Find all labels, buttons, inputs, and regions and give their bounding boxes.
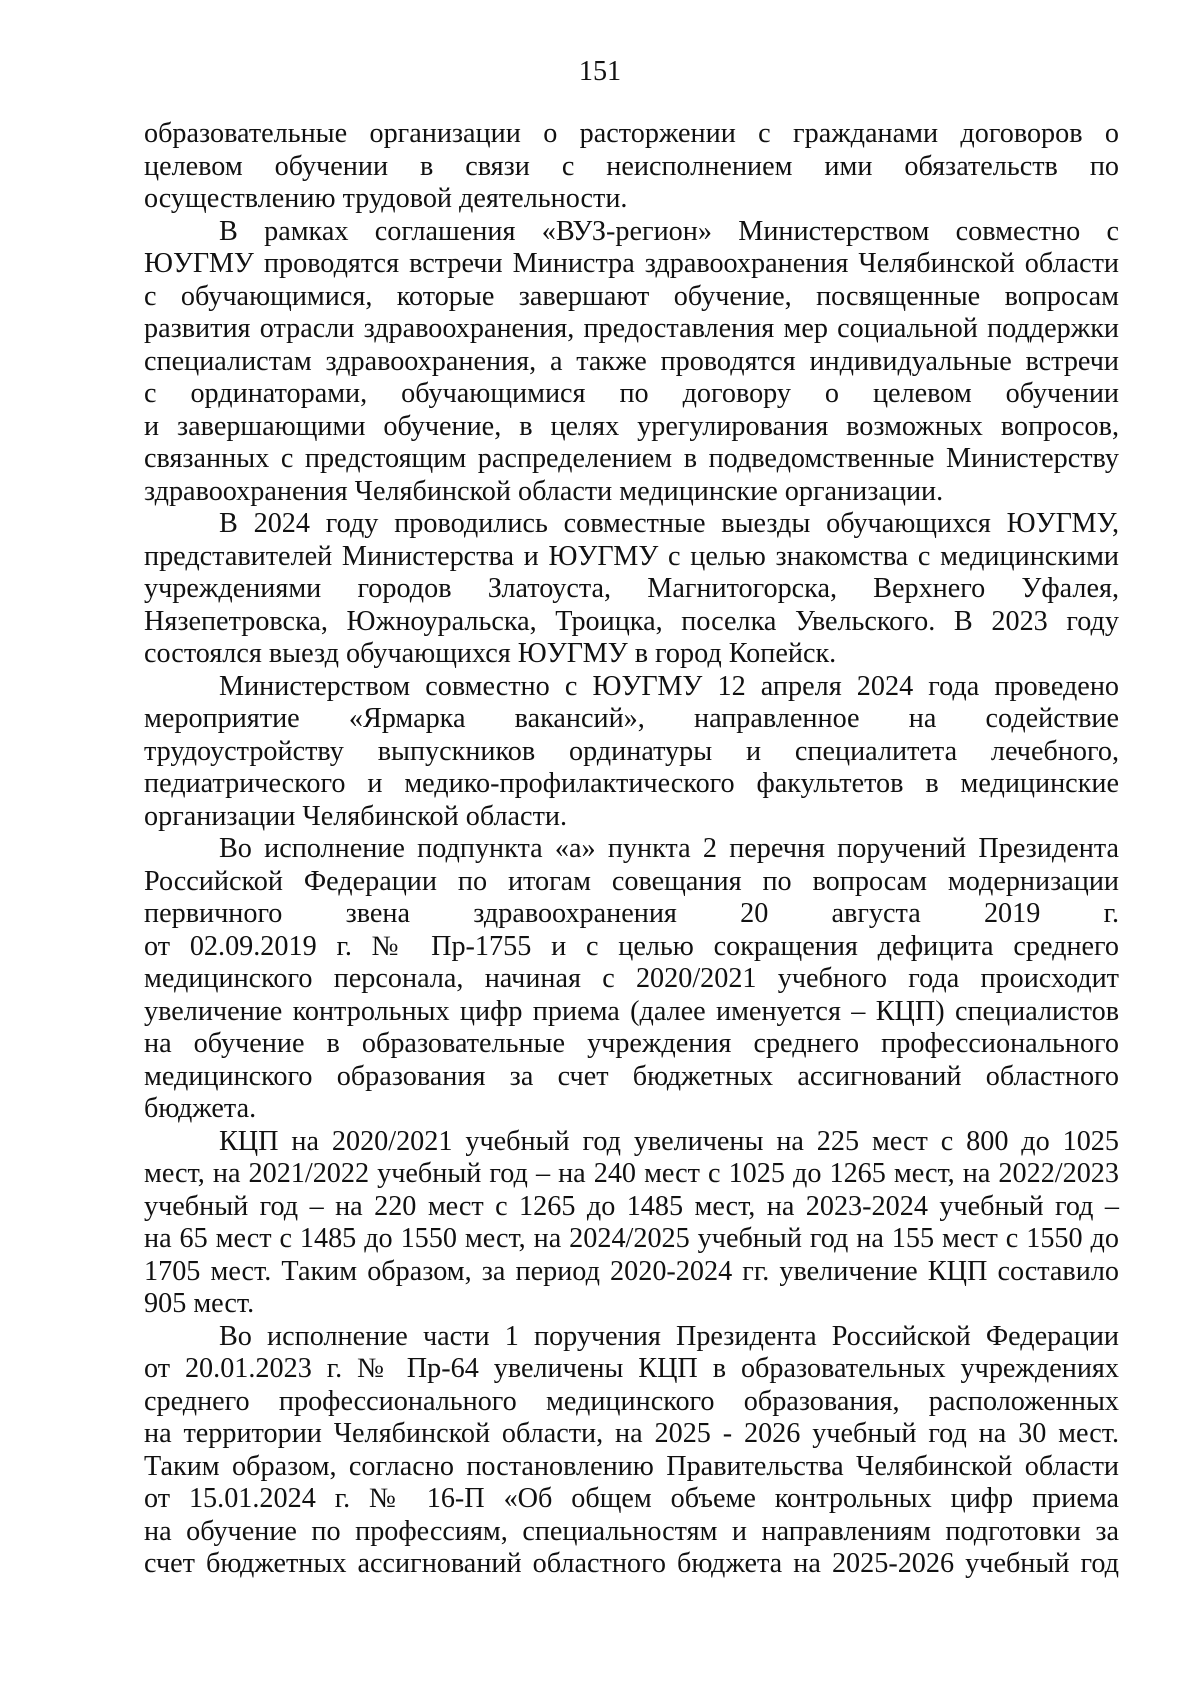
paragraph-line: от 20.01.2023 г. № Пр-64 увеличены КЦП в образовательных учреждениях bbox=[144, 1353, 1119, 1384]
paragraph-line: бюджета. bbox=[144, 1093, 257, 1124]
paragraph-line: связанных с предстоящим распределением в подведомственные Министерству bbox=[144, 443, 1119, 474]
paragraph-line: педиатрического и медико-профилактического факультетов в медицинские bbox=[144, 768, 1119, 799]
page-number: 151 bbox=[578, 56, 622, 87]
paragraph-line: Российской Федерации по итогам совещания по вопросам модернизации bbox=[144, 865, 1119, 897]
paragraph-line: на обучение в образовательные учреждения среднего профессионального bbox=[144, 1028, 1119, 1059]
paragraph-line: учреждениями городов Златоуста, Магнитогорска, Верхнего Уфалея, bbox=[144, 573, 1119, 604]
paragraph-line: здравоохранения Челябинской области медицинские организации. bbox=[144, 475, 944, 507]
paragraph-line: ЮУГМУ проводятся встречи Министра здравоохранения Челябинской области bbox=[144, 248, 1119, 279]
paragraph-line: КЦП на 2020/2021 учебный год увеличены на 225 мест с 800 до 1025 bbox=[219, 1125, 1119, 1157]
paragraph-line: Во исполнение части 1 поручения Президента Российской Федерации bbox=[219, 1320, 1119, 1352]
paragraph-line: целевом обучении в связи с неисполнением ими обязательств по bbox=[144, 150, 1119, 182]
paragraph-line: состоялся выезд обучающихся ЮУГМУ в город Копейск. bbox=[144, 638, 837, 669]
paragraph-line: с обучающимися, которые завершают обучение, посвященные вопросам bbox=[144, 280, 1119, 312]
paragraph-line: Таким образом, согласно постановлению Правительства Челябинской области bbox=[144, 1450, 1119, 1482]
paragraph-line: медицинского персонала, начиная с 2020/2021 учебного года происходит bbox=[144, 963, 1119, 994]
paragraph-line: на 65 мест с 1485 до 1550 мест, на 2024/2025 учебный год на 155 мест с 1550 до bbox=[144, 1223, 1119, 1254]
paragraph-line: и завершающими обучение, в целях урегулирования возможных вопросов, bbox=[144, 410, 1119, 442]
paragraph-line: осуществлению трудовой деятельности. bbox=[144, 183, 628, 214]
paragraph-line: трудоустройству выпускников ординатуры и специалитета лечебного, bbox=[144, 735, 1119, 767]
paragraph-line: увеличение контрольных цифр приема (далее именуется – КЦП) специалистов bbox=[144, 995, 1119, 1027]
paragraph-line: В рамках соглашения «ВУЗ-регион» Министерством совместно с bbox=[219, 215, 1119, 247]
paragraph-line: мероприятие «Ярмарка вакансий», направленное на содействие bbox=[144, 703, 1119, 734]
paragraph bbox=[144, 671, 1119, 834]
paragraph-line: развития отрасли здравоохранения, предоставления мер социальной поддержки bbox=[144, 313, 1119, 344]
paragraph-line: Нязепетровска, Южноуральска, Троицка, поселка Увельского. В 2023 году bbox=[144, 605, 1119, 637]
paragraph-line: на территории Челябинской области, на 2025 - 2026 учебный год на 30 мест. bbox=[144, 1418, 1119, 1449]
paragraph-line: В 2024 году проводились совместные выезды обучающихся ЮУГМУ, bbox=[219, 508, 1119, 539]
paragraph-line: от 15.01.2024 г. № 16-П «Об общем объеме контрольных цифр приема bbox=[144, 1483, 1119, 1514]
paragraph-line: Во исполнение подпункта «а» пункта 2 перечня поручений Президента bbox=[219, 833, 1119, 864]
paragraph-line: первичного звена здравоохранения 20 августа 2019 г. bbox=[144, 898, 1119, 929]
paragraph-line: 1705 мест. Таким образом, за период 2020-2024 гг. увеличение КЦП составило bbox=[144, 1255, 1119, 1287]
paragraph bbox=[144, 1126, 1119, 1321]
paragraph-line: образовательные организации о расторжении с гражданами договоров о bbox=[144, 118, 1119, 149]
paragraph-line: от 02.09.2019 г. № Пр-1755 и с целью сокращения дефицита среднего bbox=[144, 930, 1119, 962]
paragraph-line: среднего профессионального медицинского образования, расположенных bbox=[144, 1385, 1119, 1417]
paragraph-line: Министерством совместно с ЮУГМУ 12 апреля 2024 года проведено bbox=[219, 670, 1119, 702]
paragraph-line: специалистам здравоохранения, а также проводятся индивидуальные встречи bbox=[144, 345, 1119, 377]
paragraph-line: организации Челябинской области. bbox=[144, 800, 568, 832]
document-body bbox=[144, 118, 1119, 1581]
paragraph-line: на обучение по профессиям, специальностям и направлениям подготовки за bbox=[144, 1515, 1119, 1547]
paragraph bbox=[144, 508, 1119, 671]
paragraph-line: медицинского образования за счет бюджетных ассигнований областного bbox=[144, 1060, 1119, 1092]
paragraph-line: счет бюджетных ассигнований областного бюджета на 2025-2026 учебный год bbox=[144, 1548, 1119, 1579]
paragraph bbox=[144, 118, 1119, 216]
paragraph-line: учебный год – на 220 мест с 1265 до 1485 мест, на 2023-2024 учебный год – bbox=[144, 1190, 1119, 1222]
paragraph bbox=[144, 833, 1119, 1126]
paragraph bbox=[144, 216, 1119, 509]
paragraph-line: представителей Министерства и ЮУГМУ с целью знакомства с медицинскими bbox=[144, 540, 1119, 572]
paragraph-line: мест, на 2021/2022 учебный год – на 240 мест с 1025 до 1265 мест, на 2022/2023 bbox=[144, 1158, 1119, 1189]
paragraph-line: с ординаторами, обучающимися по договору о целевом обучении bbox=[144, 378, 1119, 409]
paragraph-line: 905 мест. bbox=[144, 1288, 255, 1319]
paragraph bbox=[144, 1321, 1119, 1581]
